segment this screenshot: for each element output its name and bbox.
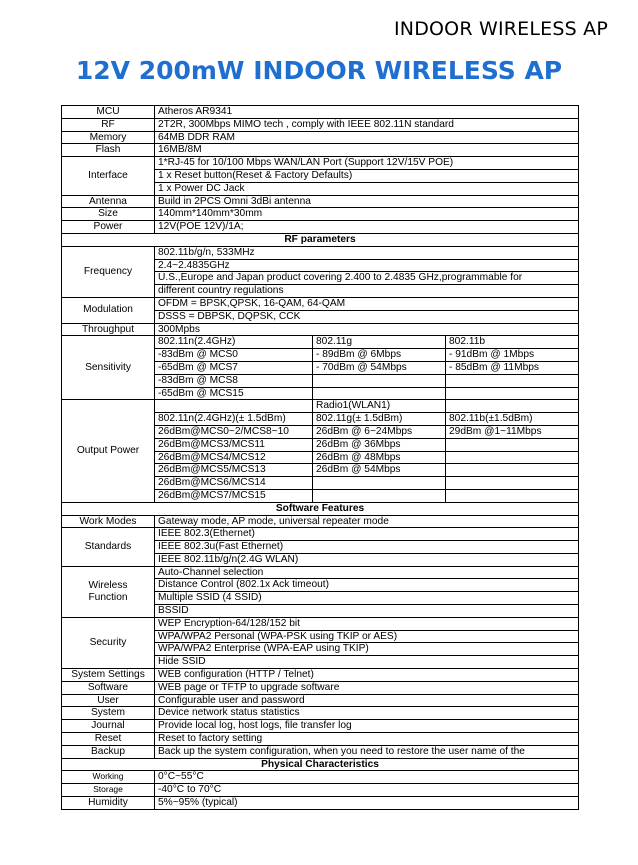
spec-value: Build in 2PCS Omni 3dBi antenna xyxy=(155,195,579,208)
spec-label: System xyxy=(62,707,155,720)
table-cell: 26dBm @ 48Mbps xyxy=(313,451,446,464)
spec-label: Security xyxy=(62,617,155,668)
table-cell: - 91dBm @ 1Mbps xyxy=(446,349,579,362)
table-cell xyxy=(155,400,313,413)
spec-row-backup xyxy=(62,745,579,758)
spec-row-journal xyxy=(62,720,579,733)
spec-row-security xyxy=(62,617,579,630)
spec-label: Modulation xyxy=(62,297,155,323)
spec-row-system-settings xyxy=(62,669,579,682)
spec-label: Working xyxy=(62,771,155,784)
spec-value: Provide local log, host logs, file transfer log xyxy=(155,720,579,733)
spec-value: different country regulations xyxy=(155,285,579,298)
spec-row-storage xyxy=(62,784,579,797)
table-cell: 26dBm@MCS4/MCS12 xyxy=(155,451,313,464)
spec-label: Antenna xyxy=(62,195,155,208)
spec-table xyxy=(61,105,579,810)
table-cell: 26dBm@MCS3/MCS11 xyxy=(155,438,313,451)
spec-value: 12V(POE 12V)/1A; xyxy=(155,221,579,234)
spec-value: 1 x Power DC Jack xyxy=(155,182,579,195)
spec-row-power xyxy=(62,221,579,234)
spec-value: Hide SSID xyxy=(155,656,579,669)
spec-value: OFDM = BPSK,QPSK, 16-QAM, 64-QAM xyxy=(155,297,579,310)
spec-label-line: Wireless xyxy=(88,579,128,591)
table-cell: 26dBm@MCS6/MCS14 xyxy=(155,477,313,490)
spec-label: System Settings xyxy=(62,669,155,682)
table-cell: -65dBm @ MCS15 xyxy=(155,387,313,400)
spec-label-line: Function xyxy=(88,591,128,603)
table-cell: 26dBm @ 36Mbps xyxy=(313,438,446,451)
spec-value: 64MB DDR RAM xyxy=(155,131,579,144)
table-cell: 26dBm @ 54Mbps xyxy=(313,464,446,477)
spec-value: Back up the system configuration, when you need to restore the user name of the xyxy=(155,745,579,758)
spec-value: IEEE 802.3u(Fast Ethernet) xyxy=(155,541,579,554)
spec-row-work-modes xyxy=(62,515,579,528)
spec-label: Power xyxy=(62,221,155,234)
spec-row-interface xyxy=(62,157,579,170)
spec-label: Storage xyxy=(62,784,155,797)
spec-row-throughput xyxy=(62,323,579,336)
spec-value: WEP Encryption-64/128/152 bit xyxy=(155,617,579,630)
document-title: 12V 200mW INDOOR WIRELESS AP xyxy=(75,56,563,85)
spec-label: User xyxy=(62,694,155,707)
spec-row-mcu xyxy=(62,106,579,119)
table-cell xyxy=(446,451,579,464)
table-cell: -83dBm @ MCS8 xyxy=(155,374,313,387)
table-cell: -65dBm @ MCS7 xyxy=(155,361,313,374)
table-cell: 26dBm @ 6~24Mbps xyxy=(313,425,446,438)
table-cell: 802.11n(2.4GHz)(± 1.5dBm) xyxy=(155,413,313,426)
spec-value: 802.11b/g/n, 533MHz xyxy=(155,246,579,259)
spec-label: MCU xyxy=(62,106,155,119)
spec-label: Interface xyxy=(62,157,155,195)
table-cell: 802.11g xyxy=(313,336,446,349)
table-cell xyxy=(446,374,579,387)
table-cell: 802.11g(± 1.5dBm) xyxy=(313,413,446,426)
table-cell: 26dBm@MCS5/MCS13 xyxy=(155,464,313,477)
header-label: INDOOR WIRELESS AP xyxy=(393,18,608,40)
spec-row-user xyxy=(62,694,579,707)
spec-value: 300Mpbs xyxy=(155,323,579,336)
spec-value: U.S.,Europe and Japan product covering 2.400 to 2.4835 GHz,programmable for xyxy=(155,272,579,285)
spec-value: Device network status statistics xyxy=(155,707,579,720)
spec-value: 16MB/8M xyxy=(155,144,579,157)
spec-label: Throughput xyxy=(62,323,155,336)
spec-row-working xyxy=(62,771,579,784)
table-cell: Radio1(WLAN1) xyxy=(313,400,446,413)
spec-label: Output Power xyxy=(62,400,155,502)
section-software-features xyxy=(62,502,579,515)
table-cell xyxy=(446,387,579,400)
spec-row-sensitivity xyxy=(62,336,579,349)
spec-value: Auto-Channel selection xyxy=(155,566,579,579)
spec-row-flash xyxy=(62,144,579,157)
spec-value: DSSS = DBPSK, DQPSK, CCK xyxy=(155,310,579,323)
spec-row-frequency xyxy=(62,246,579,259)
spec-value: BSSID xyxy=(155,605,579,618)
spec-value: Configurable user and password xyxy=(155,694,579,707)
spec-value: WEB page or TFTP to upgrade software xyxy=(155,681,579,694)
spec-value: IEEE 802.11b/g/n(2.4G WLAN) xyxy=(155,553,579,566)
table-cell xyxy=(446,477,579,490)
section-heading: Software Features xyxy=(62,502,579,515)
spec-value: 2.4~2.4835GHz xyxy=(155,259,579,272)
table-cell xyxy=(446,438,579,451)
table-cell xyxy=(446,400,579,413)
spec-label: Size xyxy=(62,208,155,221)
spec-value: Gateway mode, AP mode, universal repeater mode xyxy=(155,515,579,528)
table-cell xyxy=(313,489,446,502)
spec-row-rf xyxy=(62,118,579,131)
spec-label: Sensitivity xyxy=(62,336,155,400)
spec-row-system xyxy=(62,707,579,720)
spec-value: Atheros AR9341 xyxy=(155,106,579,119)
spec-label: RF xyxy=(62,118,155,131)
spec-row-size xyxy=(62,208,579,221)
table-cell: 802.11b xyxy=(446,336,579,349)
spec-value: WPA/WPA2 Enterprise (WPA-EAP using TKIP) xyxy=(155,643,579,656)
spec-value: Reset to factory setting xyxy=(155,733,579,746)
table-cell: - 85dBm @ 11Mbps xyxy=(446,361,579,374)
spec-value: Multiple SSID (4 SSID) xyxy=(155,592,579,605)
spec-value: 2T2R, 300Mbps MIMO tech , comply with IEEE 802.11N standard xyxy=(155,118,579,131)
spec-value: 1 x Reset button(Reset & Factory Defaults) xyxy=(155,169,579,182)
spec-label: Backup xyxy=(62,745,155,758)
spec-label: Flash xyxy=(62,144,155,157)
spec-label: Software xyxy=(62,681,155,694)
spec-value: -40°C to 70°C xyxy=(155,784,579,797)
table-cell: - 70dBm @ 54Mbps xyxy=(313,361,446,374)
table-cell: -83dBm @ MCS0 xyxy=(155,349,313,362)
spec-value: 1*RJ-45 for 10/100 Mbps WAN/LAN Port (Support 12V/15V POE) xyxy=(155,157,579,170)
table-cell: 26dBm@MCS0~2/MCS8~10 xyxy=(155,425,313,438)
spec-value: 0°C~55°C xyxy=(155,771,579,784)
spec-row-modulation xyxy=(62,297,579,310)
spec-value: Distance Control (802.1x Ack timeout) xyxy=(155,579,579,592)
spec-value: WPA/WPA2 Personal (WPA-PSK using TKIP or AES) xyxy=(155,630,579,643)
spec-row-humidity xyxy=(62,797,579,810)
spec-row-output-power xyxy=(62,400,579,413)
table-cell xyxy=(446,464,579,477)
spec-row-reset xyxy=(62,733,579,746)
spec-label: Frequency xyxy=(62,246,155,297)
table-cell: 29dBm @1~11Mbps xyxy=(446,425,579,438)
table-cell xyxy=(313,374,446,387)
spec-value: 140mm*140mm*30mm xyxy=(155,208,579,221)
section-heading: RF parameters xyxy=(62,233,579,246)
spec-row-antenna xyxy=(62,195,579,208)
spec-row-memory xyxy=(62,131,579,144)
spec-label: Memory xyxy=(62,131,155,144)
section-rf-parameters xyxy=(62,233,579,246)
spec-row-wireless-function xyxy=(62,566,579,579)
section-heading: Physical Characteristics xyxy=(62,758,579,771)
spec-value: 5%~95% (typical) xyxy=(155,797,579,810)
spec-value: WEB configuration (HTTP / Telnet) xyxy=(155,669,579,682)
spec-label: Standards xyxy=(62,528,155,566)
spec-row-software xyxy=(62,681,579,694)
table-cell: - 89dBm @ 6Mbps xyxy=(313,349,446,362)
spec-value: IEEE 802.3(Ethernet) xyxy=(155,528,579,541)
table-cell xyxy=(313,387,446,400)
section-physical-characteristics xyxy=(62,758,579,771)
spec-row-standards xyxy=(62,528,579,541)
table-cell: 26dBm@MCS7/MCS15 xyxy=(155,489,313,502)
table-cell: 802.11n(2.4GHz) xyxy=(155,336,313,349)
spec-label xyxy=(62,566,155,617)
spec-label: Reset xyxy=(62,733,155,746)
spec-label: Humidity xyxy=(62,797,155,810)
spec-label: Work Modes xyxy=(62,515,155,528)
table-cell: 802.11b(±1.5dBm) xyxy=(446,413,579,426)
table-cell xyxy=(446,489,579,502)
table-cell xyxy=(313,477,446,490)
spec-label: Journal xyxy=(62,720,155,733)
